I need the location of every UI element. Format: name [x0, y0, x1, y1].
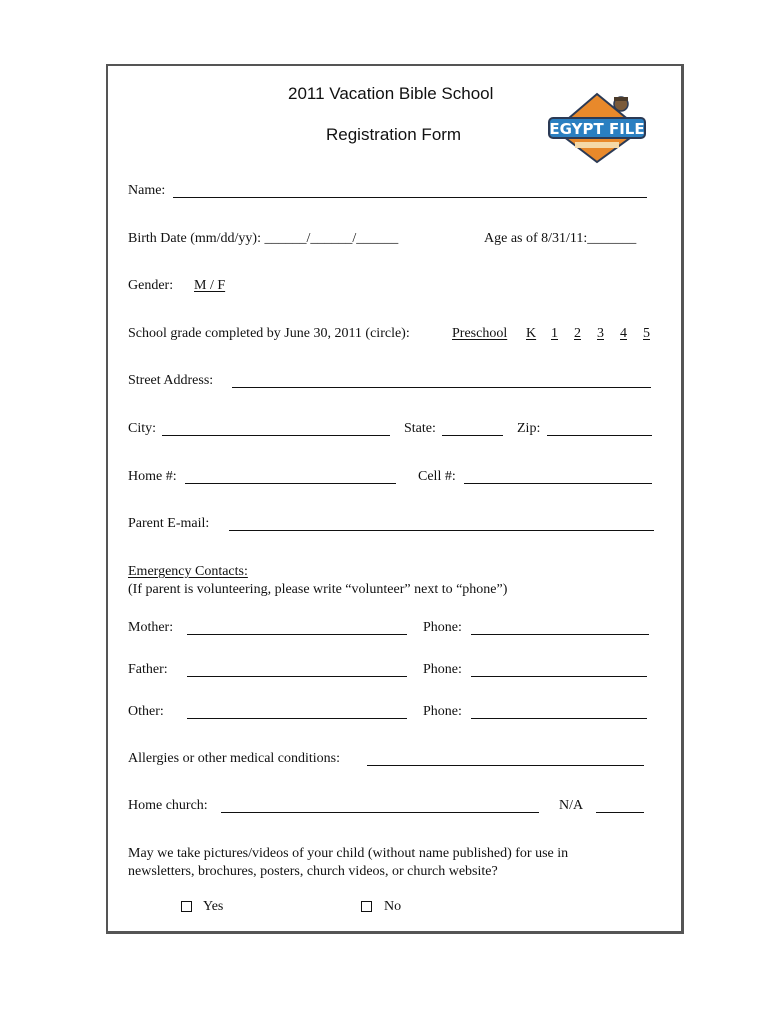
- parent-email-label: Parent E-mail:: [128, 516, 210, 531]
- street-label: Street Address:: [128, 373, 214, 388]
- emergency-heading: Emergency Contacts:: [128, 564, 248, 579]
- na-label: N/A: [559, 798, 584, 813]
- mother-label: Mother:: [128, 620, 174, 635]
- yes-label: Yes: [203, 899, 224, 914]
- photo-question-line2: newsletters, brochures, posters, church videos, or church website?: [128, 864, 498, 879]
- home-phone-field[interactable]: [185, 483, 396, 484]
- form-subtitle: Registration Form: [326, 125, 462, 144]
- mother-field[interactable]: [187, 634, 407, 635]
- father-field[interactable]: [187, 676, 407, 677]
- state-field[interactable]: [442, 435, 503, 436]
- age-label[interactable]: Age as of 8/31/11:_______: [484, 231, 637, 246]
- birth-date-label[interactable]: Birth Date (mm/dd/yy): ______/______/______: [128, 231, 399, 246]
- cell-phone-label: Cell #:: [418, 469, 456, 484]
- zip-label: Zip:: [517, 421, 541, 436]
- father-phone-label: Phone:: [423, 662, 462, 677]
- gender-options[interactable]: M / F: [194, 278, 226, 293]
- other-field[interactable]: [187, 718, 407, 719]
- cell-phone-field[interactable]: [464, 483, 652, 484]
- grade-option-k[interactable]: K: [526, 326, 537, 341]
- egypt-file-logo: [545, 92, 650, 164]
- grade-option-2[interactable]: 2: [574, 326, 581, 341]
- city-label: City:: [128, 421, 157, 436]
- other-phone-field[interactable]: [471, 718, 647, 719]
- father-phone-field[interactable]: [471, 676, 647, 677]
- home-phone-label: Home #:: [128, 469, 177, 484]
- other-phone-label: Phone:: [423, 704, 462, 719]
- state-label: State:: [404, 421, 436, 436]
- father-label: Father:: [128, 662, 168, 677]
- allergies-field[interactable]: [367, 765, 644, 766]
- form-title: 2011 Vacation Bible School: [288, 84, 494, 103]
- grade-option-3[interactable]: 3: [597, 326, 604, 341]
- grade-label: School grade completed by June 30, 2011 (circle):: [128, 326, 410, 341]
- grade-option-1[interactable]: 1: [551, 326, 558, 341]
- home-church-label: Home church:: [128, 798, 208, 813]
- name-label: Name:: [128, 183, 166, 198]
- mother-phone-label: Phone:: [423, 620, 462, 635]
- allergies-label: Allergies or other medical conditions:: [128, 751, 341, 766]
- grade-option-preschool[interactable]: Preschool: [452, 326, 508, 341]
- no-label: No: [384, 899, 402, 914]
- mother-phone-field[interactable]: [471, 634, 649, 635]
- grade-option-4[interactable]: 4: [620, 326, 627, 341]
- city-field[interactable]: [162, 435, 390, 436]
- street-field[interactable]: [232, 387, 651, 388]
- home-church-field[interactable]: [221, 812, 539, 813]
- emergency-note: (If parent is volunteering, please write “volunteer” next to “phone”): [128, 582, 508, 597]
- yes-checkbox[interactable]: [181, 901, 192, 912]
- parent-email-field[interactable]: [229, 530, 654, 531]
- photo-question-line1: May we take pictures/videos of your child (without name published) for use in: [128, 846, 569, 861]
- gender-label: Gender:: [128, 278, 174, 293]
- zip-field[interactable]: [547, 435, 652, 436]
- no-checkbox[interactable]: [361, 901, 372, 912]
- na-field[interactable]: [596, 812, 644, 813]
- other-label: Other:: [128, 704, 164, 719]
- grade-option-5[interactable]: 5: [643, 326, 650, 341]
- logo-text: EGYPT FILE: [549, 120, 645, 138]
- name-field[interactable]: [173, 197, 647, 198]
